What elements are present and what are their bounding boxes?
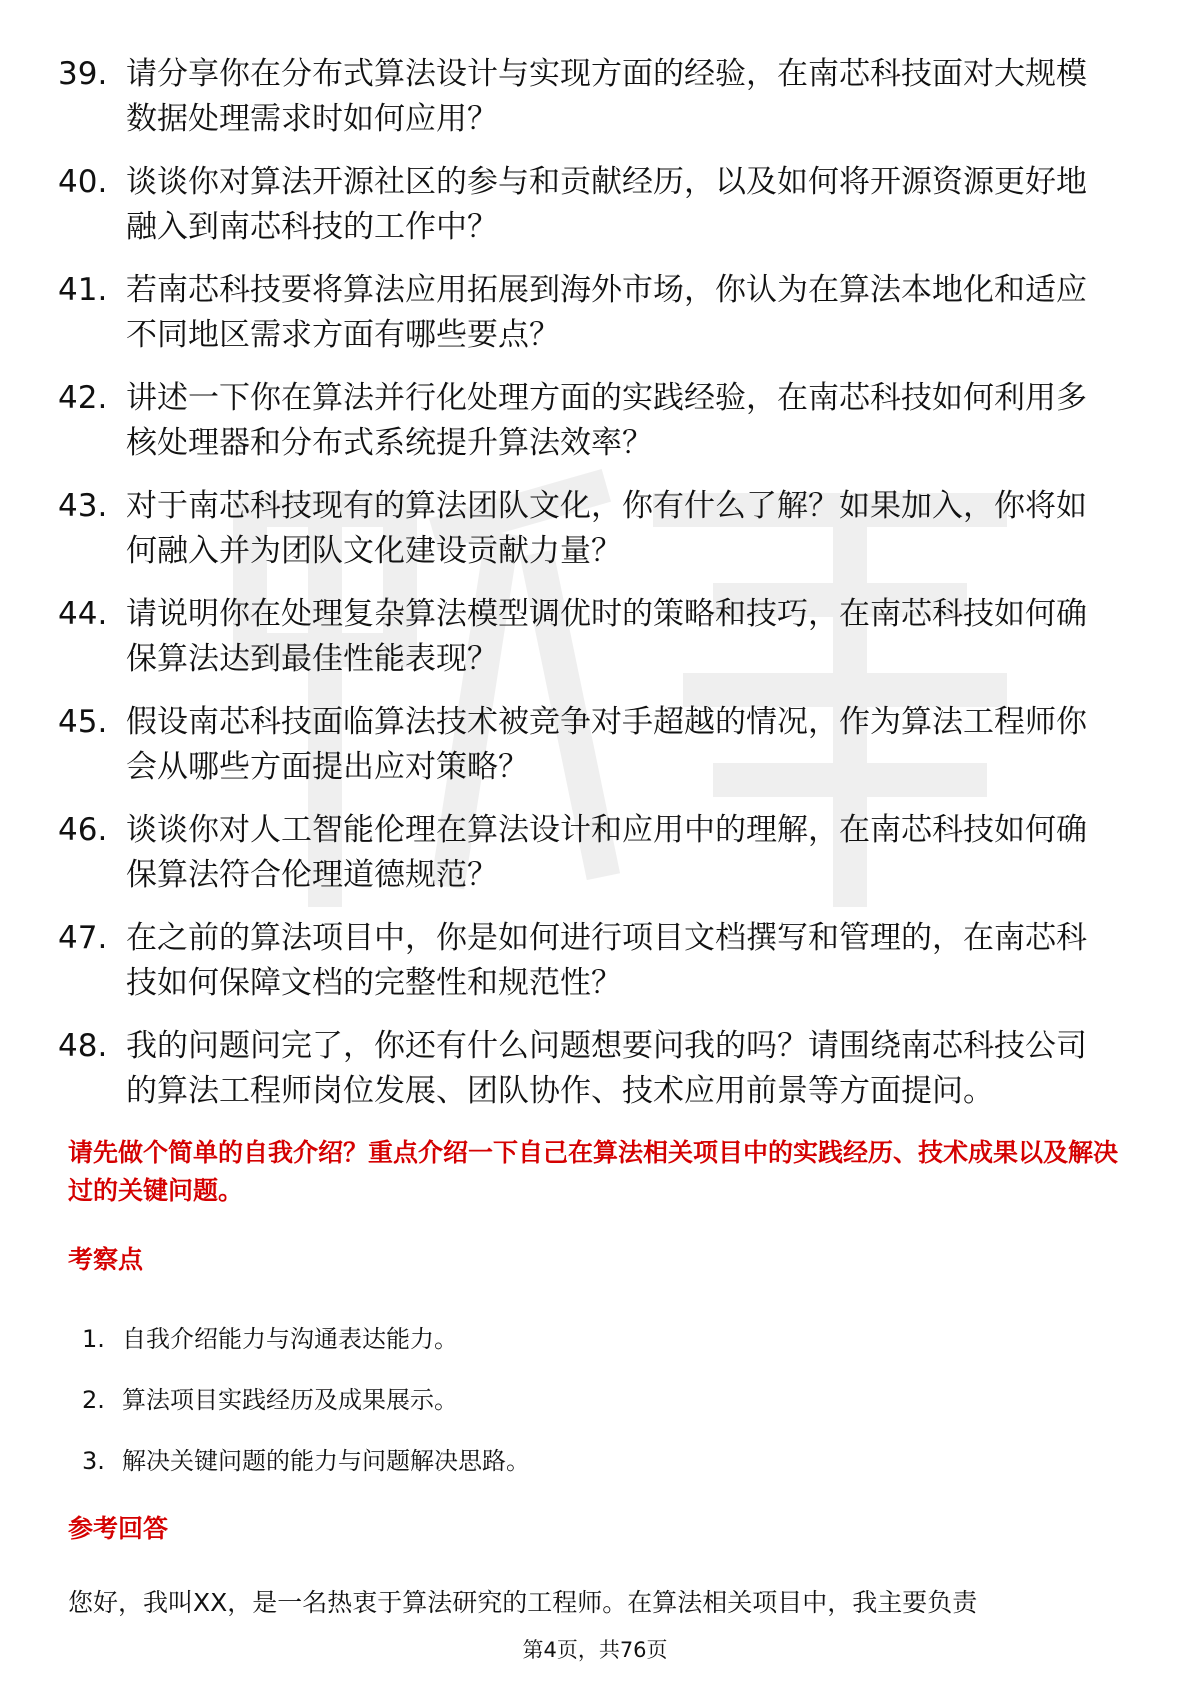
question-number: 40. (58, 164, 108, 200)
question-item-43 (58, 484, 1118, 574)
question-item-47 (58, 916, 1118, 1006)
question-text: 谈谈你对算法开源社区的参与和贡献经历，以及如何将开源资源更好地融入到南芯科技的工作中？ (126, 164, 1087, 245)
question-item-42 (58, 376, 1118, 466)
point-text: 自我介绍能力与沟通表达能力。 (122, 1325, 458, 1353)
reference-answer-title: 参考回答 (68, 1514, 169, 1543)
point-number: 1. (82, 1325, 105, 1353)
self-introduction-prompt: 请先做个简单的自我介绍？重点介绍一下自己在算法相关项目中的实践经历、技术成果以及解决过的关键问题。 (68, 1138, 1119, 1205)
question-text: 请说明你在处理复杂算法模型调优时的策略和技巧，在南芯科技如何确保算法达到最佳性能表现？ (126, 596, 1087, 677)
question-number: 47. (58, 920, 108, 956)
question-item-46 (58, 808, 1118, 898)
question-number: 46. (58, 812, 108, 848)
question-number: 43. (58, 488, 108, 524)
question-number: 45. (58, 704, 108, 740)
question-text: 我的问题问完了，你还有什么问题想要问我的吗？请围绕南芯科技公司的算法工程师岗位发展、团队协作、技术应用前景等方面提问。 (126, 1028, 1087, 1109)
question-item-41 (58, 268, 1118, 358)
question-text: 谈谈你对人工智能伦理在算法设计和应用中的理解，在南芯科技如何确保算法符合伦理道德规范？ (126, 812, 1087, 893)
question-text: 对于南芯科技现有的算法团队文化，你有什么了解？如果加入，你将如何融入并为团队文化建设贡献力量？ (126, 488, 1087, 569)
question-number: 41. (58, 272, 108, 308)
question-item-45 (58, 700, 1118, 790)
examination-point-item (82, 1322, 1062, 1356)
question-text: 假设南芯科技面临算法技术被竞争对手超越的情况，作为算法工程师你会从哪些方面提出应对策略？ (126, 704, 1087, 785)
question-text: 请分享你在分布式算法设计与实现方面的经验，在南芯科技面对大规模数据处理需求时如何应用？ (126, 56, 1087, 137)
point-text: 解决关键问题的能力与问题解决思路。 (122, 1447, 530, 1475)
question-item-48 (58, 1024, 1118, 1114)
examination-point-item (82, 1444, 1062, 1478)
question-item-40 (58, 160, 1118, 250)
reference-answer-text: 您好，我叫XX，是一名热衷于算法研究的工程师。在算法相关项目中，我主要负责 (68, 1588, 978, 1617)
question-number: 39. (58, 56, 108, 92)
question-text: 若南芯科技要将算法应用拓展到海外市场，你认为在算法本地化和适应不同地区需求方面有哪些要点？ (126, 272, 1087, 353)
examination-points-title: 考察点 (68, 1245, 144, 1274)
question-text: 讲述一下你在算法并行化处理方面的实践经验，在南芯科技如何利用多核处理器和分布式系统提升算法效率？ (126, 380, 1087, 461)
point-number: 3. (82, 1447, 105, 1475)
question-item-39 (58, 52, 1118, 142)
point-text: 算法项目实践经历及成果展示。 (122, 1386, 458, 1414)
examination-point-item (82, 1383, 1062, 1417)
question-number: 48. (58, 1028, 108, 1064)
page-number-footer: 第4页，共76页 (522, 1638, 668, 1662)
question-item-44 (58, 592, 1118, 682)
point-number: 2. (82, 1386, 105, 1414)
question-list (58, 52, 1118, 1132)
question-number: 42. (58, 380, 108, 416)
question-number: 44. (58, 596, 108, 632)
examination-points-list (82, 1322, 1062, 1505)
question-text: 在之前的算法项目中，你是如何进行项目文档撰写和管理的，在南芯科技如何保障文档的完整性和规范性？ (126, 920, 1087, 1001)
